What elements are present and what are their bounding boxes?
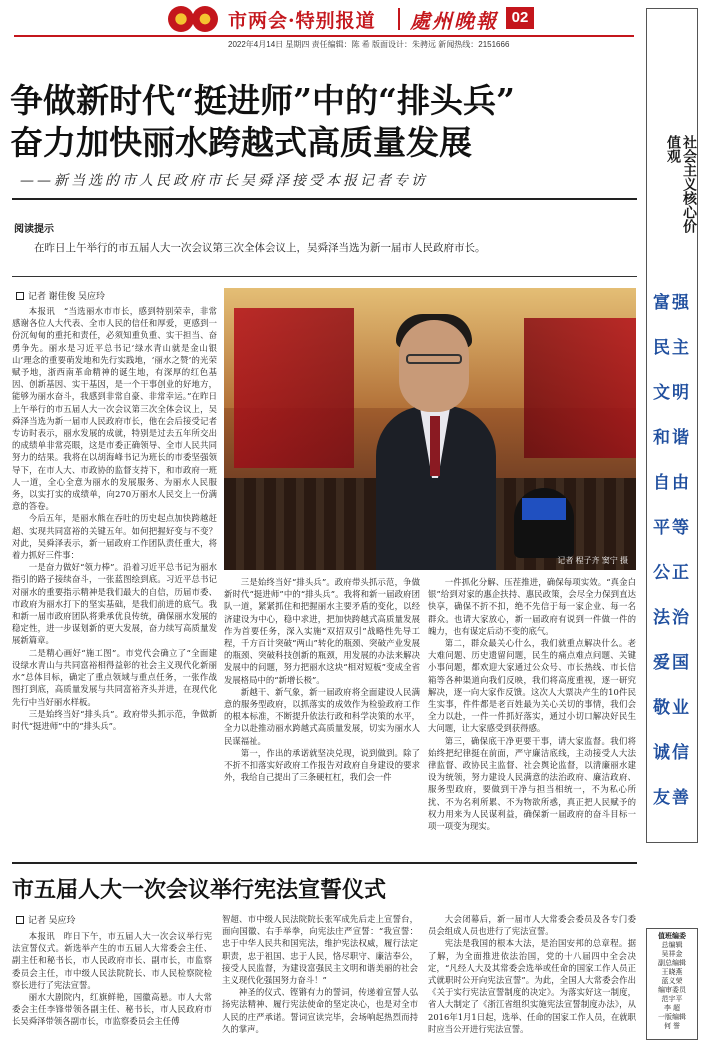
headline-line-1: 争做新时代“挺进师”中的“排头兵”: [10, 81, 515, 120]
byline-text: 记者 吴应玲: [28, 915, 76, 925]
masthead: [0, 0, 640, 49]
paragraph: 三是始终当好“排头兵”。政府带头抓示范，争做新时代“挺进师”中的“排头兵”。: [12, 708, 217, 731]
paragraph: 一件抓化分解、压茬推进，确保每项实效。“真金白银”给到对家的惠企扶持、惠民政策，会尽全力保到直达快享，确保不折不扣，绝不先信于每一家企业、每一名群众。也请大家放心，新一届政府有说到一件做一件的魄力，也有谋定后动不变的底气。: [428, 577, 636, 636]
paragraph: 新越干、新气象，新一届政府将全面建设人民满意的服务型政府，以抓落实的成效作为检验政府工作的根本标准，不断提升依法行政和科学决策的水平，全力以赴推动丽水跨越式高质量发展，切实为丽水人民谋福祉。: [224, 686, 420, 746]
paragraph: 本报讯 “当选丽水市市长，感到特别荣幸，非常感谢各位人大代表、全市人民的信任和厚爱，更感到一份沉甸甸的重托和责任，必须知重负重、实干担当、奋勇争先。丽水是习近平总书记‘绿水青山就是金山银山’理念的重要萌发地和先行实践地，‘丽水之赞’的光荣赋予地，浙西南革命精神的诞生地，有深厚的红色基因、创新基因、实干基因，是一个干事创业的好地方，能够为丽水奋斗，我感到非常自豪、非常幸运。”在昨日上午举行的市五届人大一次会议第三次全体会议上，吴舜泽当选为新一届市人民政府市长，他在会后接受记者专访时表示，丽水发展的成就，特别是过去五年所交出的成绩单非常亮眼，这是市委正确领导、全市人民共同努力的结果。我将在以胡海峰书记为班长的市委坚强领导下，在市人大、市政协的监督支持下，和市政府一班人一道，全心全意为丽水的发展服务、为丽水人民服务，以实打实的成绩单，向270万丽水人民交上一份满意的答卷。: [12, 306, 217, 512]
paragraph: 今后五年，是丽水熊在吞吐的历史起点加快跨越赶超、实现共同富裕的关键五年。如何把握好变与不变？对此，吴舜泽表示，新一届政府工作团队责任重大，将着力抓好三件事：: [12, 513, 217, 561]
byline: [16, 289, 105, 302]
editors-box: [646, 928, 698, 1040]
square-icon: [16, 292, 24, 300]
paragraph: 一是奋力做好“领力棒”。沿着习近平总书记为丽水指引的路子接续奋斗，一张蓝图绘到底。习近平总书记对丽水的重要指示精神是我们最大的自信，历届市委、市政府为丽水打下的坚实基础，是我们前进的底气。我和新一届市政府团队将秉承优良传统，确保丽水发展的稳定性，进一步谋划新的更大发展，奋力续写高质量发展新篇章。: [12, 562, 217, 646]
paragraph: 宪法是我国的根本大法，是治国安邦的总章程。据了解，为全面推进依法治国，党的十八届四中全会决定，“凡经人大及其常委会选举或任命的国家工作人员正式就职时公开向宪法宣誓”。为此，全国人大常委会作出《关于实行宪法宣誓制度的决定》。为落实好这一制度，省人大制定了《浙江省组织实施宪法宣誓制度办法》，从2016年1月1日起，选举、任命的国家工作人员，在就职时应当公开进行宪法宣誓。: [428, 938, 636, 1034]
core-value: 和谐: [653, 428, 691, 447]
paragraph: 智超、市中级人民法院院长张军成先后走上宣誓台，面向国徽、右手举拳，向宪法庄严宣誓：“我宣誓：忠于中华人民共和国宪法，维护宪法权威，履行法定职责，忠于祖国、忠于人民，恪尽职守、廉洁奉公，接受人民监督，为建设富强民主文明和谐美丽的社会主义现代化强国努力奋斗！”: [222, 914, 418, 986]
core-value: 民主: [653, 338, 691, 357]
square-icon: [16, 916, 24, 924]
core-value: 自由: [653, 473, 691, 492]
lead-tag: 阅读提示: [14, 224, 54, 235]
byline-text: 记者 谢佳俊 吴应玲: [28, 291, 106, 301]
core-value: 公正: [653, 563, 691, 582]
editor-line: 范宇平: [661, 996, 683, 1003]
masthead-rule: [14, 35, 634, 37]
paragraph: 第二，群众最关心什么，我们就重点解决什么。老大难问题、历史遗留问题，民生的痛点难点问题、关键小事问题，都欢迎大家通过公众号、市长热线、市长信箱等各种渠道向我们反映，我们将高度重视，逐一研究解决，逐一向大家作反馈。这次人大票决产生的10件民生实事，件件都是老百姓最为关心关切的事情，我们会全力以赴，一件一件抓好落实，通过小切口解决好民生大问题，让大家感受到获得感。: [428, 638, 636, 734]
byline: [16, 913, 76, 926]
editor-line: 总编辑: [661, 942, 683, 949]
core-value: 诚信: [653, 743, 691, 762]
photo-credit: 记者 程子齐 窦宁 摄: [557, 556, 628, 565]
headline-line-2: 奋力加快丽水跨越式高质量发展: [10, 123, 472, 162]
core-value: 友善: [653, 788, 691, 807]
paragraph: 丽水大剧院内，红旗鲜艳，国徽高悬。市人大常委会主任李锋带领各副主任、秘书长，市人民政府市长吴舜泽带领各副市长，市监察委员会主任傅: [12, 992, 212, 1027]
paragraph: 大会闭幕后，新一届市人大常委会委员及各专门委员会组成人员也进行了宪法宣誓。: [428, 914, 636, 937]
core-value: 法治: [653, 608, 691, 627]
divider: [12, 276, 637, 277]
masthead-divider: [398, 8, 400, 30]
paragraph: 第三，确保底干净更要干事，请大家监督。我们将始终把纪律挺在前面，严守廉洁底线，主动接受人大法律监督、政协民主监督、社会舆论监督，以清廉丽水建设为统领，努力建设人民满意的法治政府、廉洁政府、服务型政府，要做到干净与担当相统一，不为私心所扰、不为名利所累、不为物欲所惑，真正把人民赋予的权力用来为人民谋利益，确保新一届政府的奋斗目标一项一项变为现实。: [428, 735, 636, 832]
editor-line: 王晓燕: [661, 969, 683, 976]
divider: [12, 198, 637, 200]
editor-line: 蓝义荣: [661, 978, 683, 985]
paragraph: 神圣的仪式、铿锵有力的誓词，传递着宣誓人弘扬宪法精神、履行宪法使命的坚定决心，也是对全市人民的庄严承诺。誓词宣读完毕，会场响起热烈而持久的掌声。: [222, 987, 418, 1034]
core-value: 富强: [653, 293, 691, 312]
paragraph: 二是精心画好“施工图”。市党代会确立了“全面建设绿水青山与共同富裕相得益彰的社会主义现代化新丽水”总体目标，确定了重点领域与重点任务，一张作战图打到底，高质量发展与共同富裕齐头并进，在现代化先行中当好丽水样板。: [12, 647, 217, 707]
editor-line: 何 誉: [664, 1023, 680, 1030]
paper-name: 處州晚報: [410, 9, 498, 33]
core-value: 爱国: [653, 653, 691, 672]
core-values-title: 社会主义核心价值观: [665, 135, 697, 233]
core-value: 敬业: [653, 698, 691, 717]
divider: [12, 862, 637, 864]
article-column-4: [428, 576, 636, 862]
core-values-list: [647, 289, 697, 829]
party-emblem-icon: [168, 4, 218, 34]
editor-line: 李 超: [664, 1005, 680, 1012]
article2-column-2: [222, 913, 418, 1042]
subheadline: ——新当选的市人民政府市长吴舜泽接受本报记者专访: [20, 173, 428, 189]
article-column-3: [224, 576, 420, 862]
core-value: 平等: [653, 518, 691, 537]
article2-column-1: [12, 930, 212, 1042]
editor-line: 编审委员: [658, 987, 686, 994]
paragraph: 本报讯 昨日下午，市五届人大一次会议举行宪法宣誓仪式。新选举产生的市五届人大常委会主任、副主任和秘书长，市人民政府市长、副市长，市监察委员会主任，市中级人民法院院长、市人民检察院检察长进行了宪法宣誓。: [12, 931, 212, 990]
article2-column-3: [428, 913, 636, 1042]
second-headline: 市五届人大一次会议举行宪法宣誓仪式: [12, 877, 387, 903]
page-number: 02: [506, 7, 534, 29]
editor-line: 一版编辑: [658, 1014, 686, 1021]
section-title: 市两会·特别报道: [228, 10, 376, 32]
paragraph: 第一，作出的承诺就坚决兑现，说到做到。除了不折不扣落实好政府工作报告对政府自身建设的要求外，我给自己提出了三条硬杠杠，我们会一件: [224, 747, 420, 783]
article-column-1: [12, 305, 217, 862]
main-headline: [10, 80, 640, 164]
editor-line: 吴祥金: [661, 951, 683, 958]
lead-summary: 在昨日上午举行的市五届人大一次会议第三次全体会议上，吴舜泽当选为新一届市人民政府市长。: [34, 242, 486, 254]
editor-line: 值班编委: [658, 933, 686, 940]
paragraph: 三是始终当好“排头兵”。政府带头抓示范，争做新时代“挺进师”中的“排头兵”。我将和新一届政府团队一道，紧紧抓住和把握丽水主要矛盾的变化，以经济建设为中心，稳中求进，把加快跨越式高质量发展作为首要任务，深入实施“双招双引”战略性先导工程，千方百计突破“两山”转化的瓶颈、突破产业发展的瓶颈、突破科技创新的瓶颈，用发展的办法来解决发展中的问题，努力把丽水这块“相对短板”变成全省发展格局中的“新增长极”。: [224, 577, 420, 685]
core-values-sidebar: [646, 8, 698, 843]
editor-line: 副总编辑: [658, 960, 686, 967]
news-photo: [224, 288, 636, 570]
core-value: 文明: [653, 383, 691, 402]
issue-meta: 2022年4月14日 星期四 责任编辑：陈 希 版面设计：朱骋远 新闻热线：2151666: [228, 40, 510, 49]
